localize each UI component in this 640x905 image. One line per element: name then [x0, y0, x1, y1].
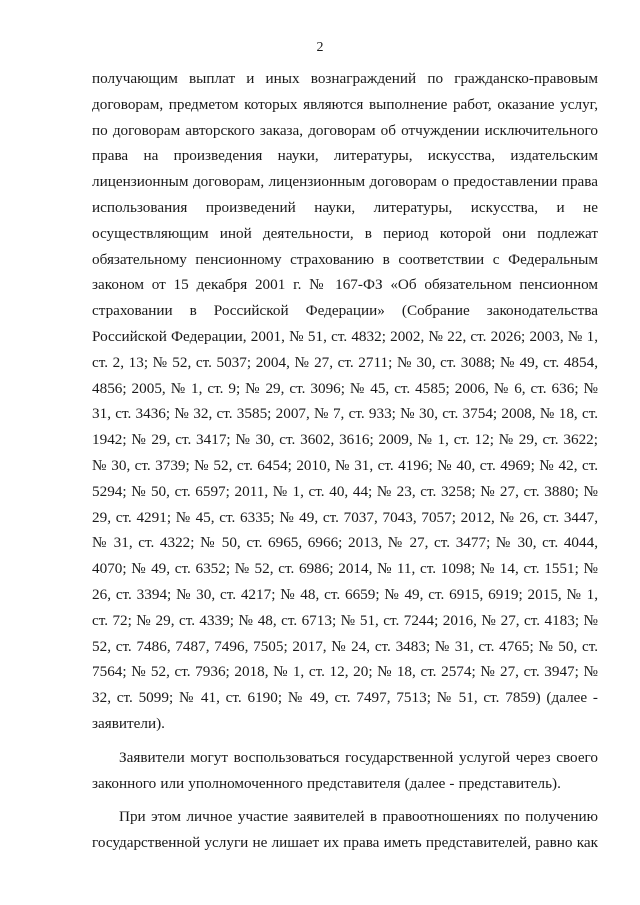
- page-number: 2: [316, 40, 324, 55]
- document-body: [92, 66, 598, 856]
- paragraph-personal-participation: При этом личное участие заявителей в правоотношениях по получению государственной услуги не лишает их права иметь представителей, равно как: [92, 808, 598, 852]
- paragraph-applicants-definition: получающим выплат и иных вознаграждений по гражданско-правовым договорам, предметом которых являются выполнение работ, оказание услуг, по договорам авторского заказа, договорам об отчуждении исключительного права на произведения науки, литературы, искусства, издательским лицензионным договорам, лицензионным договорам о предоставлении права использования произведений науки, литературы, искусства, и не осуществляющим иной деятельности, в период которой они подлежат обязательному пенсионному страхованию в соответствии с Федеральным законом от 15 декабря 2001 г. № 167-ФЗ «Об обязательном пенсионном страховании в Российской Федерации» (Собрание законодательства Российской Федерации, 2001, № 51, ст. 4832; 2002, № 22, ст. 2026; 2003, № 1, ст. 2, 13; № 52, ст. 5037; 2004, № 27, ст. 2711; № 30, ст. 3088; № 49, ст. 4854, 4856; 2005, № 1, ст. 9; № 29, ст. 3096; № 45, ст. 4585; 2006, № 6, ст. 636; № 31, ст. 3436; № 32, ст. 3585; 2007, № 7, ст. 933; № 30, ст. 3754; 2008, № 18, ст. 1942; № 29, ст. 3417; № 30, ст. 3602, 3616; 2009, № 1, ст. 12; № 29, ст. 3622; № 30, ст. 3739; № 52, ст. 6454; 2010, № 31, ст. 4196; № 40, ст. 4969; № 42, ст. 5294; № 50, ст. 6597; 2011, № 1, ст. 40, 44; № 23, ст. 3258; № 27, ст. 3880; № 29, ст. 4291; № 45, ст. 6335; № 49, ст. 7037, 7043, 7057; 2012, № 26, ст. 3447, № 31, ст. 4322; № 50, ст. 6965, 6966; 2013, № 27, ст. 3477; № 30, ст. 4044, 4070; № 49, ст. 6352; № 52, ст. 6986; 2014, № 11, ст. 1098; № 14, ст. 1551; № 26, ст. 3394; № 30, ст. 4217; № 48, ст. 6659; № 49, ст. 6915, 6919; 2015, № 1, ст. 72; № 29, ст. 4339; № 48, ст. 6713; № 51, ст. 7244; 2016, № 27, ст. 4183; № 52, ст. 7486, 7487, 7496, 7505; 2017, № 24, ст. 3483; № 31, ст. 4765; № 50, ст. 7564; № 52, ст. 7936; 2018, № 1, ст. 12, 20; № 18, ст. 2574; № 27, ст. 3947; № 32, ст. 5099; № 41, ст. 6190; № 49, ст. 7497, 7513; № 51, ст. 7859) (далее - заявители).: [92, 70, 598, 732]
- paragraph-representative: Заявители могут воспользоваться государственной услугой через своего законного или уполномоченного представителя (далее - представитель).: [92, 748, 598, 792]
